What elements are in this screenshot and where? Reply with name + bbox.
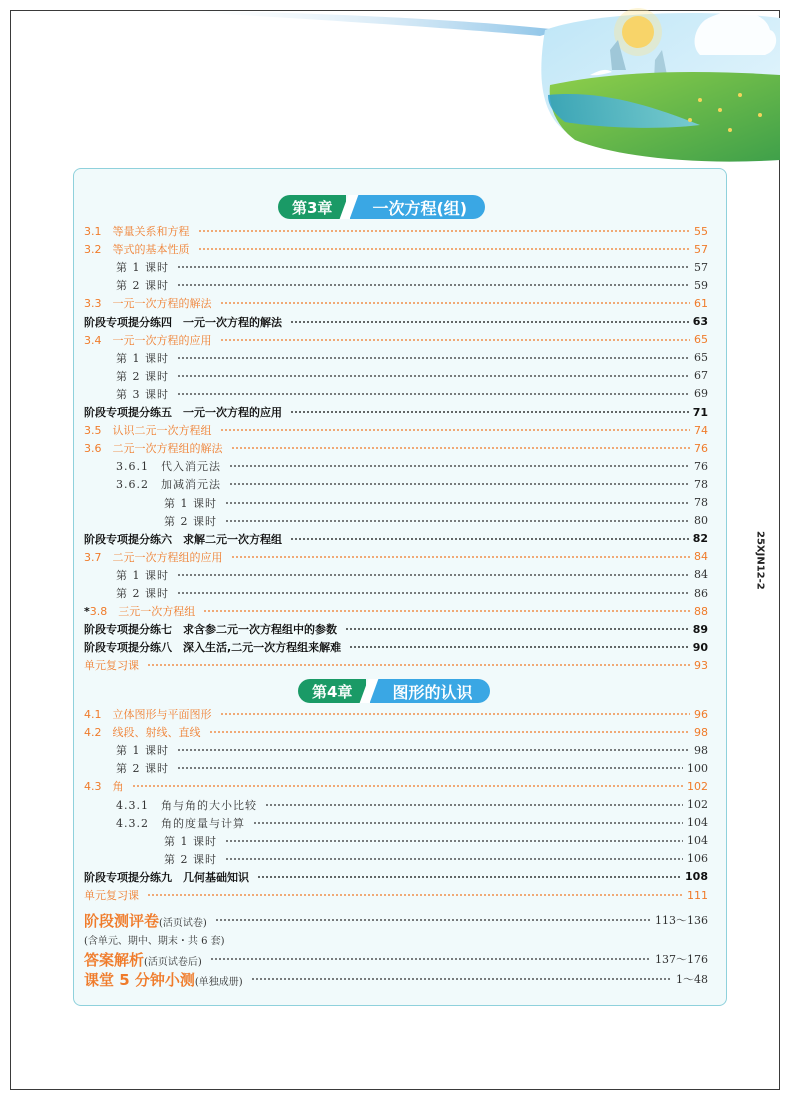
extra-subnote-text: (含单元、期中、期末・共 6 套) [84, 935, 225, 947]
toc-entry[interactable] [116, 457, 708, 475]
extra-note: (活页试卷) [159, 917, 207, 929]
toc-entry[interactable] [164, 850, 708, 868]
leader-dots [251, 978, 672, 980]
toc-entry[interactable] [116, 584, 708, 602]
toc-entry-label: 3.3 一元一次方程的解法 [84, 297, 212, 311]
toc-entry[interactable] [84, 705, 708, 723]
extra-row-assessment[interactable] [84, 910, 708, 930]
leader-dots [210, 958, 651, 960]
toc-entry-label: 第 3 课时 [116, 387, 169, 401]
toc-entry[interactable] [84, 656, 708, 674]
toc-entry-page: 59 [694, 278, 708, 292]
toc-entry-label: 第 2 课时 [164, 514, 217, 528]
leader-dots [290, 538, 689, 540]
leader-dots [290, 411, 689, 413]
toc-entry[interactable] [84, 777, 708, 795]
toc-entry-page: 106 [687, 852, 708, 866]
toc-entry[interactable] [116, 385, 708, 403]
leader-dots [225, 520, 690, 522]
toc-entry[interactable] [84, 439, 708, 457]
extra-note: (活页试卷后) [144, 956, 202, 968]
toc-entry-label: 单元复习课 [84, 889, 139, 902]
toc-entry-label: 第 1 课时 [116, 744, 169, 758]
leader-dots [220, 302, 691, 304]
toc-entry-page: 84 [694, 568, 708, 582]
toc-entry[interactable] [84, 548, 708, 566]
toc-entry[interactable] [116, 367, 708, 385]
toc-entry[interactable] [84, 294, 708, 312]
leader-dots [177, 357, 690, 359]
leader-dots [290, 321, 689, 323]
toc-entry[interactable] [84, 602, 708, 620]
toc-entry-label: 阶段专项提分练六 求解二元一次方程组 [84, 532, 282, 546]
toc-entry-page: 102 [687, 779, 708, 793]
toc-entry[interactable] [116, 475, 708, 493]
leader-dots [177, 375, 690, 377]
toc-entry[interactable] [84, 530, 708, 548]
toc-entry-label: 3.8 三元一次方程组 [89, 605, 196, 619]
toc-entry-label: 第 1 课时 [164, 834, 217, 848]
toc-entry-page: 61 [694, 296, 708, 310]
leader-dots [225, 858, 683, 860]
extra-page: 113～136 [655, 914, 708, 927]
chapter-4-banner [298, 679, 490, 703]
toc-entry-label: 第 2 课时 [164, 852, 217, 866]
leader-dots [220, 429, 691, 431]
toc-entry-label: 3.1 等量关系和方程 [84, 225, 190, 238]
leader-dots [231, 447, 691, 449]
optional-star: * [84, 605, 90, 619]
toc-entry-page: 96 [694, 707, 708, 721]
toc-entry[interactable] [116, 814, 708, 832]
extra-page: 137～176 [655, 953, 708, 966]
toc-entry[interactable] [84, 403, 708, 421]
toc-entry-label: 阶段专项提分练四 一元一次方程的解法 [84, 315, 282, 329]
toc-entry-page: 108 [685, 870, 708, 884]
leader-dots [225, 502, 690, 504]
toc-entry-page: 78 [694, 477, 708, 491]
toc-entry-label: 第 1 课时 [164, 496, 217, 510]
toc-entry-page: 71 [692, 405, 708, 419]
toc-entry-page: 89 [692, 622, 708, 636]
extra-row-answers[interactable] [84, 949, 708, 969]
toc-entry-label: 3.5 认识二元一次方程组 [84, 424, 212, 438]
toc-entry-page: 102 [687, 798, 708, 811]
toc-entry-page: 104 [687, 834, 708, 848]
toc-entry-label: 阶段专项提分练九 几何基础知识 [84, 870, 249, 884]
extra-label: 课堂 5 分钟小测 [84, 970, 195, 989]
leader-dots [177, 592, 690, 594]
leader-dots [177, 574, 690, 576]
toc-entry[interactable] [164, 512, 708, 530]
toc-entry-label: 阶段专项提分练五 一元一次方程的应用 [84, 406, 282, 419]
toc-entry-page: 67 [694, 369, 708, 383]
leader-dots [147, 664, 690, 666]
toc-entry[interactable] [116, 276, 708, 294]
toc-entry[interactable] [116, 566, 708, 584]
toc-entry-label: 3.7 二元一次方程组的应用 [84, 550, 223, 564]
leader-dots [198, 248, 691, 250]
toc-entry-label: 第 1 课时 [116, 261, 169, 275]
toc-entry[interactable] [84, 638, 708, 656]
toc-entry-label: 阶段专项提分练八 深入生活,二元一次方程组来解难 [84, 641, 342, 655]
toc-entry-page: 90 [692, 640, 708, 654]
toc-entry-page: 76 [694, 459, 708, 473]
toc-entry[interactable] [116, 741, 708, 759]
toc-entry-label: 3.6.2 加减消元法 [116, 478, 221, 492]
toc-entry-page: 82 [692, 532, 708, 546]
leader-dots [345, 628, 689, 630]
chapter-3-number: 第3章 [278, 195, 346, 219]
toc-entry[interactable] [84, 620, 708, 638]
toc-entry-page: 57 [694, 260, 708, 274]
toc-entry-label: 第 2 课时 [116, 762, 169, 776]
extra-row-quiz[interactable] [84, 969, 708, 989]
toc-entry-label: 4.3.1 角与角的大小比较 [116, 798, 257, 812]
leader-dots [147, 894, 683, 896]
toc-entry-page: 86 [694, 586, 708, 600]
leader-dots [215, 919, 651, 921]
header-illustration [0, 0, 790, 170]
leader-dots [177, 284, 690, 286]
toc-entry-label: 3.4 一元一次方程的应用 [84, 333, 212, 347]
toc-entry-label: 第 1 课时 [116, 351, 169, 365]
toc-entry-page: 69 [694, 387, 708, 401]
toc-entry[interactable] [84, 313, 708, 331]
extra-label: 阶段测评卷 [84, 911, 160, 930]
toc-entry-page: 78 [694, 496, 708, 509]
leader-dots [225, 840, 683, 842]
toc-entry[interactable] [164, 832, 708, 850]
toc-entry[interactable] [84, 868, 708, 886]
toc-entry[interactable] [116, 258, 708, 276]
toc-entry-page: 98 [694, 743, 708, 757]
side-code-text: 25XJN12-2 [754, 530, 766, 590]
toc-entry-page: 93 [694, 658, 708, 672]
toc-entry-label: 单元复习课 [84, 659, 139, 673]
toc-entry-page: 65 [694, 333, 708, 347]
toc-entry-page: 65 [694, 351, 708, 365]
toc-entry-page: 63 [692, 315, 708, 328]
toc-entry[interactable] [84, 723, 708, 741]
side-code [748, 520, 772, 600]
toc-entry[interactable] [84, 886, 708, 904]
toc-entry-label: 3.6.1 代入消元法 [116, 460, 221, 474]
toc-entry[interactable] [84, 222, 708, 240]
leader-dots [220, 339, 691, 341]
toc-entry-label: 第 1 课时 [116, 568, 169, 582]
toc-entry[interactable] [84, 421, 708, 439]
toc-entry-label: 4.2 线段、射线、直线 [84, 726, 201, 740]
leader-dots [253, 822, 683, 824]
toc-entry-label: 4.3 角 [84, 780, 124, 794]
chapter-4-title: 图形的认识 [370, 679, 490, 703]
extra-label: 答案解析 [84, 950, 145, 969]
leader-dots [177, 266, 690, 268]
toc-entry[interactable] [164, 494, 708, 512]
leader-dots [231, 556, 691, 558]
leader-dots [220, 713, 691, 715]
toc-entry-page: 80 [694, 514, 708, 528]
toc-entry[interactable] [116, 796, 708, 814]
toc-entry-page: 84 [694, 550, 708, 564]
leader-dots [132, 785, 684, 787]
toc-entry-page: 98 [694, 725, 708, 739]
toc-entry-label: 3.2 等式的基本性质 [84, 243, 190, 257]
leader-dots [349, 646, 689, 648]
toc-entry-label: 4.3.2 角的度量与计算 [116, 816, 245, 830]
toc-entry-page: 104 [687, 816, 708, 830]
toc-entry-page: 57 [694, 242, 708, 256]
extra-note: (单独成册) [194, 976, 243, 988]
toc-entry-label: 阶段专项提分练七 求含参二元一次方程组中的参数 [84, 623, 337, 637]
leader-dots [209, 731, 691, 733]
toc-entry-label: 4.1 立体图形与平面图形 [84, 708, 212, 721]
chapter-3-title: 一次方程(组) [350, 195, 485, 219]
leader-dots [265, 804, 683, 806]
toc-entry[interactable] [116, 349, 708, 367]
extra-subnote [84, 930, 708, 948]
leader-dots [257, 876, 681, 878]
leader-dots [203, 610, 690, 612]
toc-entry[interactable] [116, 759, 708, 777]
toc-entry-page: 55 [694, 224, 708, 238]
leader-dots [229, 465, 690, 467]
toc-entry-page: 76 [694, 441, 708, 455]
leader-dots [177, 749, 690, 751]
toc-entry-label: 第 2 课时 [116, 279, 169, 293]
leader-dots [198, 230, 691, 232]
leader-dots [177, 767, 683, 769]
toc-entry-label: 3.6 二元一次方程组的解法 [84, 442, 223, 456]
leader-dots [177, 393, 690, 395]
toc-entry[interactable] [84, 240, 708, 258]
toc-entry-page: 111 [687, 888, 708, 902]
toc-entry-label: 第 2 课时 [116, 587, 169, 600]
toc-entry-page: 88 [694, 604, 708, 618]
chapter-3-banner [278, 195, 485, 219]
chapter-4-number: 第4章 [298, 679, 366, 703]
leader-dots [229, 483, 690, 485]
toc-entry-page: 74 [694, 423, 708, 437]
toc-entry-label: 第 2 课时 [116, 369, 169, 383]
extra-page: 1～48 [676, 973, 708, 986]
toc-entry-page: 100 [687, 761, 708, 775]
toc-entry[interactable] [84, 331, 708, 349]
